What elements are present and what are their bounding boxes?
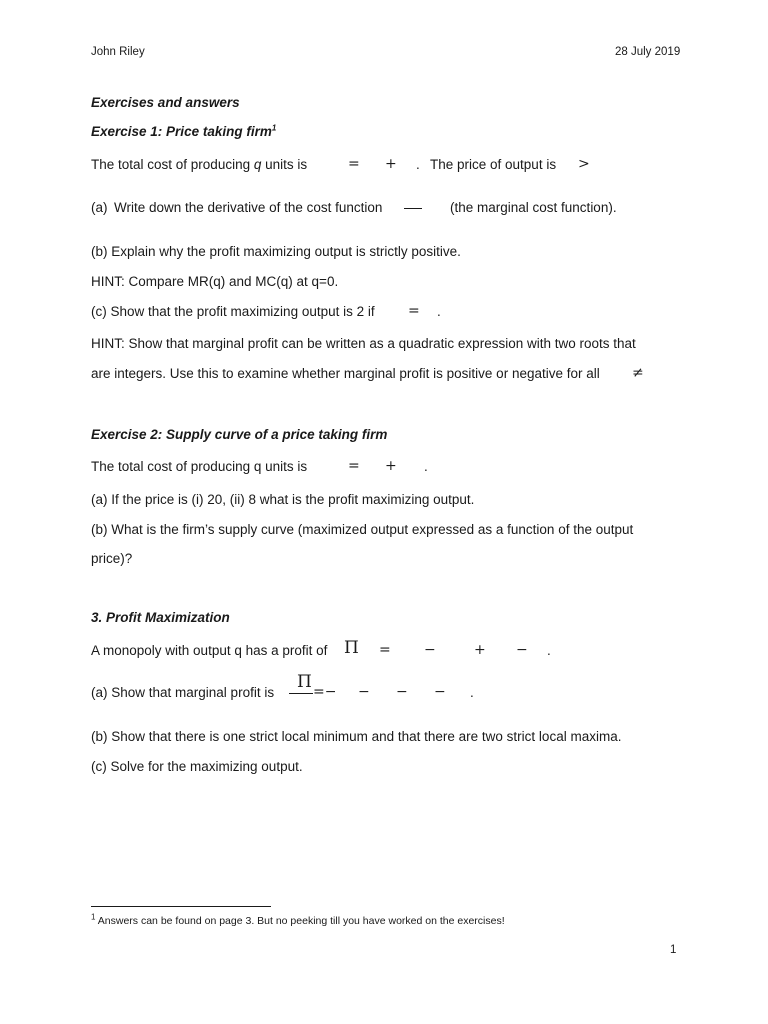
ex1-part-b: (b) Explain why the profit maximizing output is strictly positive.: [91, 244, 461, 259]
exercise-2-title: Exercise 2: Supply curve of a price taking firm: [91, 427, 388, 442]
ex3-minus-1: −: [424, 642, 436, 658]
ex3-a-minus-3: −: [434, 684, 446, 700]
page-number: 1: [670, 944, 677, 956]
footnote-ref: 1: [271, 123, 277, 133]
ex1-price-text: The price of output is: [430, 157, 557, 172]
ex1-c-equals: =: [408, 303, 420, 319]
ex2-plus: +: [385, 458, 397, 474]
ex1-part-a-text: Write down the derivative of the cost function: [114, 200, 383, 215]
ex1-c-dot: .: [437, 304, 441, 319]
marginal-profit-fraction-bar: [289, 693, 313, 694]
exercise-3-title: 3. Profit Maximization: [91, 610, 230, 625]
ex3-a-equals-minus: =−: [313, 684, 337, 700]
cost-line-text-b: units is: [261, 157, 308, 172]
ex2-equals: =: [348, 458, 360, 474]
footnote: [91, 912, 505, 927]
page-heading: Exercises and answers: [91, 95, 240, 110]
footnote-text: Answers can be found on page 3. But no peeking till you have worked on the exercises!: [95, 915, 505, 927]
ex1-greater-than: >: [578, 156, 590, 172]
derivative-fraction-bar: [404, 208, 422, 209]
ex1-plus: +: [385, 156, 397, 172]
ex2-cost-line: The total cost of producing q units is: [91, 459, 308, 474]
cost-line-text-a: The total cost of producing: [91, 157, 254, 172]
ex3-part-a: (a) Show that marginal profit is: [91, 685, 275, 700]
ex1-part-a-label: (a): [91, 200, 108, 215]
footnote-mark: 1: [91, 912, 96, 922]
ex1-not-equal: ≠: [632, 365, 644, 381]
ex3-a-pi-numerator: Π: [297, 672, 312, 692]
ex1-dot: .: [416, 157, 420, 172]
footnote-separator: [91, 906, 271, 907]
cost-line-q: q: [253, 157, 262, 172]
exercise-1-cost-line: [91, 157, 307, 172]
ex2-part-a: (a) If the price is (i) 20, (ii) 8 what is the profit maximizing output.: [91, 492, 475, 507]
ex1-part-c: (c) Show that the profit maximizing output is 2 if: [91, 304, 375, 319]
ex3-part-c: (c) Solve for the maximizing output.: [91, 759, 303, 774]
exercise-1-title-text: Exercise 1: Price taking firm: [91, 124, 272, 139]
ex1-hint-2-line-1: HINT: Show that marginal profit can be written as a quadratic expression with two roots that: [91, 336, 636, 351]
ex3-plus: +: [474, 642, 486, 658]
ex1-part-a-text2: (the marginal cost function).: [450, 200, 617, 215]
ex3-a-dot: .: [470, 685, 474, 700]
ex3-minus-2: −: [516, 642, 528, 658]
ex3-a-minus-1: −: [358, 684, 370, 700]
ex1-hint-1: HINT: Compare MR(q) and MC(q) at q=0.: [91, 274, 339, 289]
ex1-equals: =: [348, 156, 360, 172]
ex3-dot: .: [547, 643, 551, 658]
ex3-part-b: (b) Show that there is one strict local minimum and that there are two strict local maxima.: [91, 729, 622, 744]
ex2-part-b-line-1: (b) What is the firm’s supply curve (maximized output expressed as a function of the output: [91, 522, 634, 537]
ex3-profit-line: A monopoly with output q has a profit of: [91, 643, 328, 658]
ex2-part-b-line-2: price)?: [91, 551, 133, 566]
ex3-pi-symbol: Π: [344, 638, 359, 658]
exercise-1-title: [91, 124, 276, 139]
header-date: 28 July 2019: [615, 46, 681, 58]
ex3-a-minus-2: −: [396, 684, 408, 700]
header-author: John Riley: [91, 46, 145, 58]
ex3-equals: =: [379, 642, 391, 658]
ex2-dot: .: [424, 459, 428, 474]
ex1-hint-2-line-2: are integers. Use this to examine whether marginal profit is positive or negative for all: [91, 366, 600, 381]
